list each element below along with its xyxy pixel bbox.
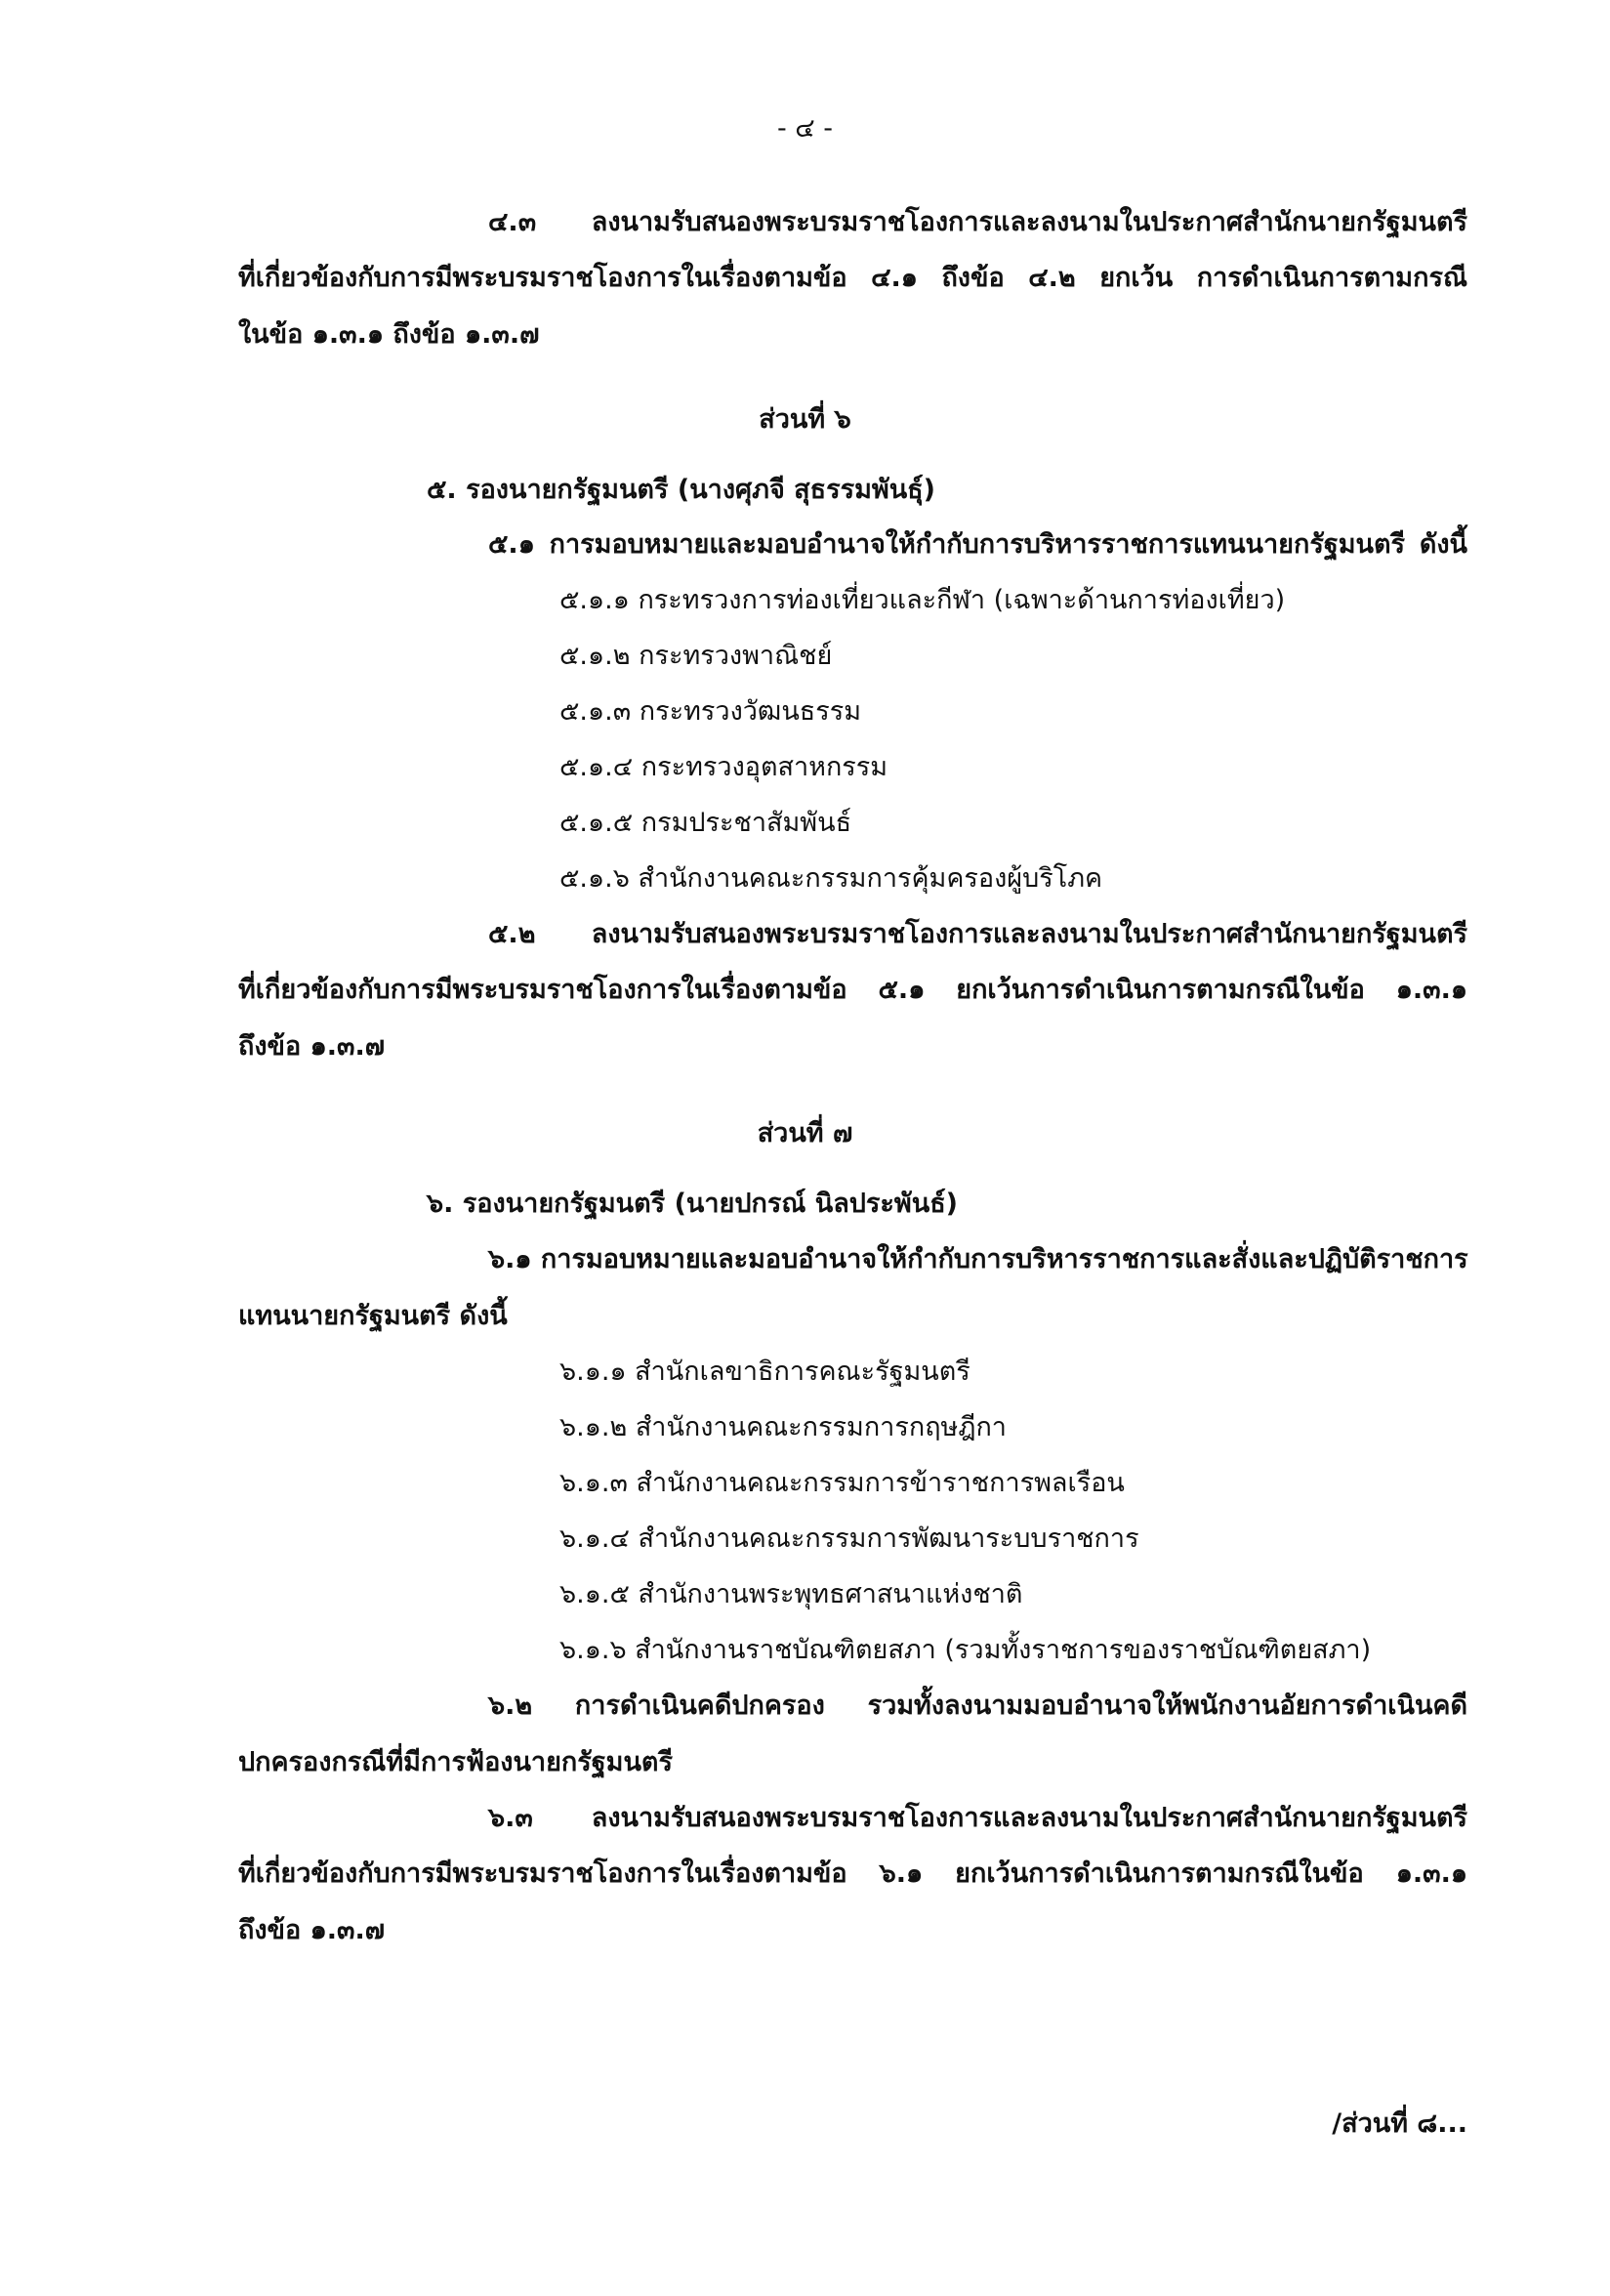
sec-6-2-line-2: ปกครองกรณีที่มีการฟ้องนายกรัฐมนตรี — [238, 1747, 673, 1777]
list-item: ๕.๑.๒ กระทรวงพาณิชย์ — [559, 641, 833, 671]
list-item: ๖.๑.๒ สำนักงานคณะกรรมการกฤษฎีกา — [559, 1412, 1007, 1442]
sec-5-2-line-1: ๕.๒ ลงนามรับสนองพระบรมราชโองการและลงนามในประกาศสำนักนายกรัฐมนตรี — [488, 919, 1467, 949]
list-item: ๕.๑.๕ กรมประชาสัมพันธ์ — [559, 808, 852, 838]
page-number: - ๔ - — [776, 113, 834, 144]
list-item: ๖.๑.๑ สำนักเลขาธิการคณะรัฐมนตรี — [559, 1357, 970, 1387]
sec-6-3-line-1: ๖.๓ ลงนามรับสนองพระบรมราชโองการและลงนามในประกาศสำนักนายกรัฐมนตรี — [488, 1803, 1467, 1833]
list-item: ๕.๑.๖ สำนักงานคณะกรรมการคุ้มครองผู้บริโภค — [559, 863, 1103, 894]
part-6-heading: ส่วนที่ ๖ — [759, 404, 851, 435]
list-item: ๖.๑.๖ สำนักงานราชบัณฑิตยสภา (รวมทั้งราชการของราชบัณฑิตยสภา) — [559, 1635, 1372, 1665]
sec-6-2-line-1: ๖.๒ การดำเนินคดีปกครอง รวมทั้งลงนามมอบอำนาจให้พนักงานอัยการดำเนินคดี — [488, 1691, 1467, 1721]
sec-6-1-line-1: ๖.๑ การมอบหมายและมอบอำนาจให้กำกับการบริหารราชการและสั่งและปฏิบัติราชการ — [488, 1244, 1468, 1274]
sec-4-3-line-3: ในข้อ ๑.๓.๑ ถึงข้อ ๑.๓.๗ — [238, 319, 540, 350]
list-item: ๕.๑.๑ กระทรวงการท่องเที่ยวและกีฬา (เฉพาะด้านการท่องเที่ยว) — [559, 585, 1286, 615]
list-item: ๖.๑.๔ สำนักงานคณะกรรมการพัฒนาระบบราชการ — [559, 1524, 1139, 1554]
continuation-marker: /ส่วนที่ ๘... — [1332, 2108, 1467, 2139]
list-item: ๖.๑.๕ สำนักงานพระพุทธศาสนาแห่งชาติ — [559, 1579, 1023, 1609]
sec-6-1-line-2: แทนนายกรัฐมนตรี ดังนี้ — [238, 1301, 508, 1331]
part-7-heading: ส่วนที่ ๗ — [757, 1118, 853, 1148]
sec-4-3-line-2: ที่เกี่ยวข้องกับการมีพระบรมราชโองการในเรื่องตามข้อ ๔.๑ ถึงข้อ ๔.๒ ยกเว้น การดำเนินการตามกรณี — [238, 263, 1467, 293]
list-item: ๕.๑.๔ กระทรวงอุตสาหกรรม — [559, 752, 888, 782]
sec-5-2-line-2: ที่เกี่ยวข้องกับการมีพระบรมราชโองการในเรื่องตามข้อ ๕.๑ ยกเว้นการดำเนินการตามกรณีในข้อ ๑.๓.๑ — [238, 975, 1467, 1005]
sec-6-3-line-3: ถึงข้อ ๑.๓.๗ — [238, 1915, 386, 1945]
sec-5-2-line-3: ถึงข้อ ๑.๓.๗ — [238, 1031, 386, 1062]
list-item: ๕.๑.๓ กระทรวงวัฒนธรรม — [559, 696, 862, 727]
sec-4-3-line-1: ๔.๓ ลงนามรับสนองพระบรมราชโองการและลงนามในประกาศสำนักนายกรัฐมนตรี — [488, 207, 1467, 237]
sec-5-1: ๕.๑ การมอบหมายและมอบอำนาจให้กำกับการบริหารราชการแทนนายกรัฐมนตรี ดังนี้ — [488, 529, 1467, 560]
part-7-person: ๖. รองนายกรัฐมนตรี (นายปกรณ์ นิลประพันธ์) — [427, 1189, 959, 1219]
sec-6-3-line-2: ที่เกี่ยวข้องกับการมีพระบรมราชโองการในเรื่องตามข้อ ๖.๑ ยกเว้นการดำเนินการตามกรณีในข้อ ๑.๓.๑ — [238, 1858, 1467, 1889]
list-item: ๖.๑.๓ สำนักงานคณะกรรมการข้าราชการพลเรือน — [559, 1468, 1125, 1498]
part-6-person: ๕. รองนายกรัฐมนตรี (นางศุภจี สุธรรมพันธุ์) — [427, 475, 936, 505]
